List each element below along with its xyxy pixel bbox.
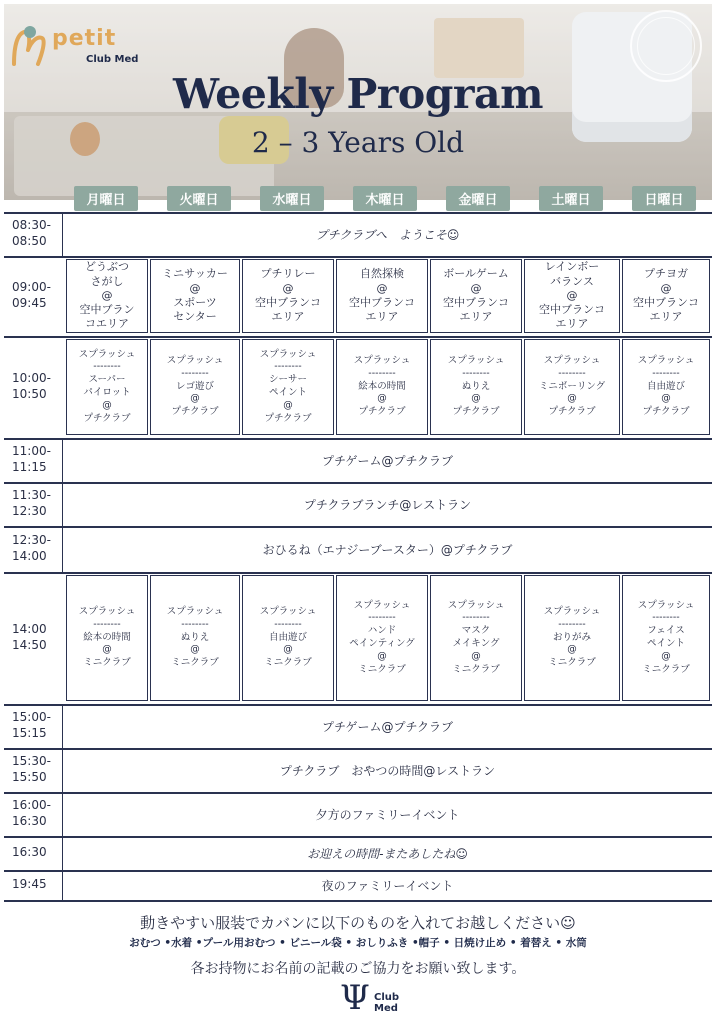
schedule-row bbox=[4, 526, 712, 572]
activity-span: 夜のファミリーイベント bbox=[62, 870, 712, 900]
schedule-row bbox=[4, 836, 712, 870]
schedule-row bbox=[4, 704, 712, 748]
activity-cell: スプラッシュ -------- フェイス ペイント @ ミニクラブ bbox=[622, 575, 710, 701]
page-title: Weekly Program bbox=[173, 70, 543, 118]
trident-icon: Ψ bbox=[340, 978, 370, 1018]
activity-span: 夕方のファミリーイベント bbox=[62, 792, 712, 836]
time-label: 16:00- 16:30 bbox=[12, 798, 51, 828]
activity-cell: プチヨガ @ 空中ブランコ エリア bbox=[622, 259, 710, 333]
schedule-row bbox=[4, 572, 712, 704]
activity-span: プチクラブへ ようこそ☺ bbox=[62, 212, 712, 256]
activity-cell: スプラッシュ -------- シーサー ペイント @ プチクラブ bbox=[242, 339, 334, 435]
activity-cell: スプラッシュ -------- マスク メイキング @ ミニクラブ bbox=[430, 575, 522, 701]
logo-club-med-text: Club Med bbox=[86, 54, 139, 65]
activity-span: プチクラブランチ@レストラン bbox=[62, 482, 712, 526]
time-label: 12:30- 14:00 bbox=[12, 533, 51, 563]
activity-cell: ミニサッカー @ スポーツ センター bbox=[150, 259, 240, 333]
schedule-row bbox=[4, 792, 712, 836]
page-subtitle: 2 – 3 Years Old bbox=[251, 126, 465, 159]
time-label: 15:30- 15:50 bbox=[12, 754, 51, 784]
day-fri: 金曜日 bbox=[446, 186, 510, 211]
activity-cell: スプラッシュ -------- 自由遊び @ ミニクラブ bbox=[242, 575, 334, 701]
activity-cell: スプラッシュ -------- おりがみ @ ミニクラブ bbox=[524, 575, 620, 701]
notes-items: おむつ •水着 •プール用おむつ • ビニール袋 • おしりふき •帽子 • 日焼け止め • 着替え • 水筒 bbox=[129, 937, 587, 949]
time-label: 14:00 14:50 bbox=[12, 622, 47, 652]
activity-cell: プチリレー @ 空中ブランコ エリア bbox=[242, 259, 334, 333]
activity-cell: スプラッシュ -------- ぬりえ @ プチクラブ bbox=[430, 339, 522, 435]
activity-cell: レインボー バランス @ 空中ブランコ エリア bbox=[524, 259, 620, 333]
day-mon: 月曜日 bbox=[74, 186, 138, 211]
time-label: 11:00- 11:15 bbox=[12, 444, 51, 474]
notes-name-request: 各お持物にお名前の記載のご協力をお願い致します。 bbox=[190, 961, 526, 977]
schedule-row bbox=[4, 212, 712, 256]
activity-cell: スプラッシュ -------- ミニボーリング @ プチクラブ bbox=[524, 339, 620, 435]
day-wed: 水曜日 bbox=[260, 186, 324, 211]
day-thu: 木曜日 bbox=[353, 186, 417, 211]
activity-cell: ボールゲーム @ 空中ブランコ エリア bbox=[430, 259, 522, 333]
petit-club-med-logo bbox=[8, 24, 148, 74]
activity-span: プチゲーム@プチクラブ bbox=[62, 704, 712, 748]
time-label: 09:00- 09:45 bbox=[12, 280, 51, 310]
activity-cell: スプラッシュ -------- 絵本の時間 @ プチクラブ bbox=[336, 339, 428, 435]
time-label: 08:30- 08:50 bbox=[12, 218, 51, 248]
time-label: 16:30 bbox=[12, 845, 47, 860]
schedule-row bbox=[4, 336, 712, 438]
time-label: 10:00- 10:50 bbox=[12, 371, 51, 401]
schedule-row bbox=[4, 870, 712, 900]
day-tue: 火曜日 bbox=[167, 186, 231, 211]
schedule-row bbox=[4, 256, 712, 336]
club-med-footer-logo bbox=[340, 978, 410, 1022]
footer-club-med-text: Club Med bbox=[374, 992, 400, 1014]
day-sun: 日曜日 bbox=[632, 186, 696, 211]
schedule-row bbox=[4, 438, 712, 482]
activity-cell: スプラッシュ -------- スーパー パイロット @ プチクラブ bbox=[66, 339, 148, 435]
activity-cell: スプラッシュ -------- レゴ遊び @ プチクラブ bbox=[150, 339, 240, 435]
day-header-row bbox=[0, 186, 716, 212]
notes-intro: 動きやすい服装でカバンに以下のものを入れてお越しください☺ bbox=[140, 914, 576, 932]
activity-span: プチゲーム@プチクラブ bbox=[62, 438, 712, 482]
activity-cell: スプラッシュ -------- ぬりえ @ ミニクラブ bbox=[150, 575, 240, 701]
time-label: 11:30- 12:30 bbox=[12, 488, 51, 518]
activity-cell: スプラッシュ -------- 絵本の時間 @ ミニクラブ bbox=[66, 575, 148, 701]
activity-span: おひるね（エナジーブースター）@プチクラブ bbox=[62, 526, 712, 572]
time-label: 19:45 bbox=[12, 877, 47, 892]
schedule-row bbox=[4, 748, 712, 792]
activity-cell: スプラッシュ -------- 自由遊び @ プチクラブ bbox=[622, 339, 710, 435]
activity-cell: スプラッシュ -------- ハンド ペインティング @ ミニクラブ bbox=[336, 575, 428, 701]
activity-span: お迎えの時間-またあしたね☺ bbox=[62, 836, 712, 870]
activity-cell: 自然探検 @ 空中ブランコ エリア bbox=[336, 259, 428, 333]
activity-span: プチクラブ おやつの時間@レストラン bbox=[62, 748, 712, 792]
activity-cell: どうぶつ さがし @ 空中ブラン コエリア bbox=[66, 259, 148, 333]
logo-petit-text: petit bbox=[52, 26, 117, 51]
time-label: 15:00- 15:15 bbox=[12, 710, 51, 740]
schedule-row bbox=[4, 482, 712, 526]
petit-logo-icon bbox=[8, 24, 52, 70]
notes-section bbox=[0, 912, 716, 978]
day-sat: 土曜日 bbox=[539, 186, 603, 211]
